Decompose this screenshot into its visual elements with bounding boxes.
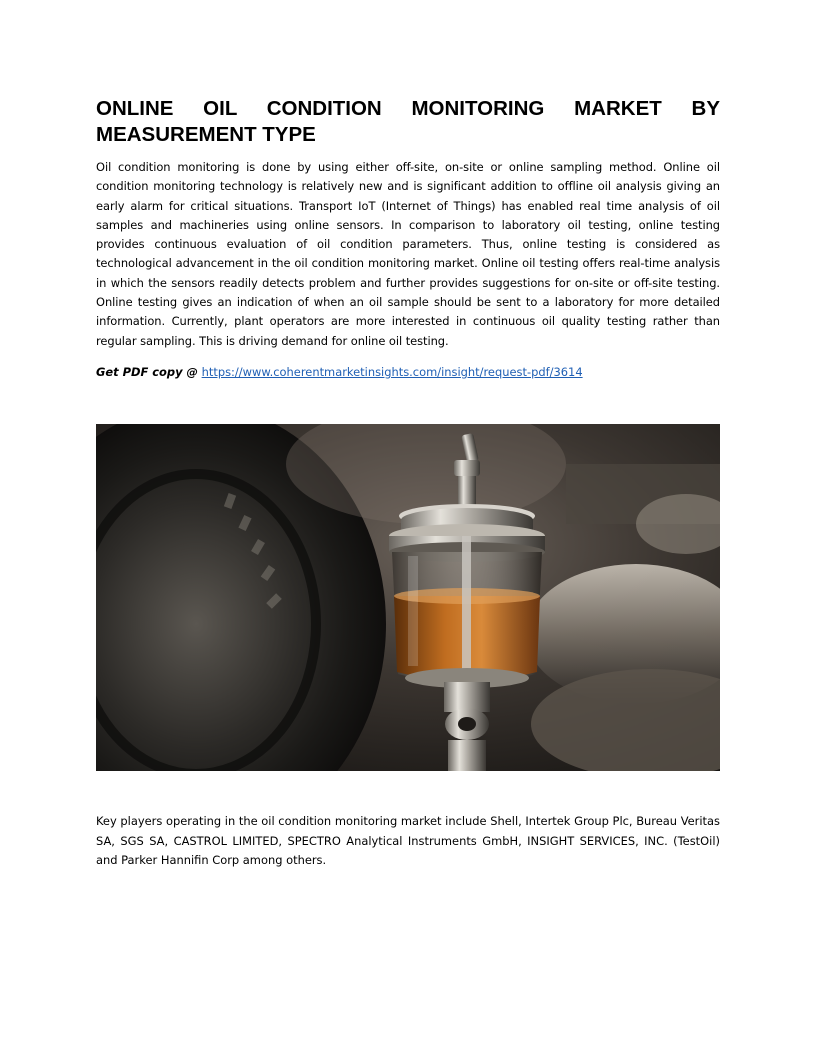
document-page <box>96 96 720 382</box>
page-title: ONLINE OIL CONDITION MONITORING MARKET BY MEASUREMENT TYPE <box>96 97 720 146</box>
pdf-request-link[interactable]: https://www.coherentmarketinsights.com/insight/request-pdf/3614 <box>201 364 583 379</box>
intro-paragraph: Oil condition monitoring is done by using either off-site, on-site or online sampling method. Online oil condition monitoring technology is relatively new and is significant addition to offline oil analysis giving an early alarm for critical situations. Transport IoT (Internet of Things) has enabled real time analysis of oil samples and machineries using online sensors. In comparison to laboratory oil testing, online testing provides continuous evaluation of oil condition parameters. Thus, online testing is considered as technological advancement in the oil condition monitoring market. Online oil testing offers real-time analysis in which the sensors readily detects problem and further provides suggestions for on-site or off-site testing. Online testing gives an indication of when an oil sample should be sent to a laboratory for more detailed information. Currently, plant operators are more interested in continuous oil quality testing rather than regular sampling. This is driving demand for online oil testing. <box>96 160 720 348</box>
pdf-copy-line <box>96 363 720 382</box>
key-players-paragraph: Key players operating in the oil condition monitoring market include Shell, Intertek Group Plc, Bureau Veritas SA, SGS SA, CASTROL LIMITED, SPECTRO Analytical Instruments GmbH, INSIGHT SERVICES, INC. (TestOil) and Parker Hannifin Corp among others. <box>96 814 720 867</box>
oil-lubricator-photo <box>96 424 720 771</box>
pdf-copy-label: Get PDF copy @ <box>96 364 198 379</box>
